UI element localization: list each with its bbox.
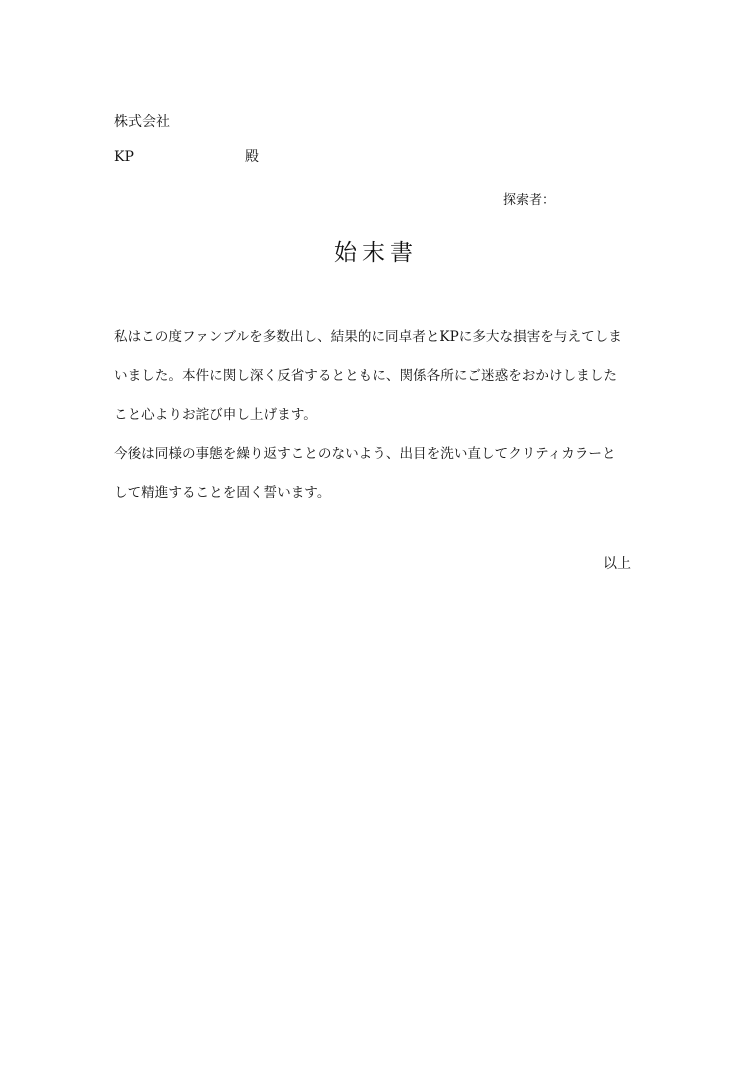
body-text [114,325,644,520]
body-line: 私はこの度ファンブルを多数出し、結果的に同卓者とKPに多大な損害を与えてしま [114,329,622,345]
sender-label: 探索者： [503,193,556,208]
addressee-honorific: 殿 [245,149,259,165]
company-name: 株式会社 [114,114,170,130]
body-line: こと心よりお詫び申し上げます。 [114,407,317,423]
body-line: いました。本件に関し深く反省するとともに、関係各所にご迷惑をおかけしました [114,368,617,384]
body-line: 今後は同様の事態を繰り返すことのないよう、出目を洗い直してクリティカラーと [114,446,616,462]
document-title: 始末書 [334,240,418,266]
closing-text: 以上 [603,556,631,572]
addressee-name: KP [114,149,134,165]
addressee [114,148,259,166]
body-line: して精進することを固く誓います。 [114,485,331,501]
